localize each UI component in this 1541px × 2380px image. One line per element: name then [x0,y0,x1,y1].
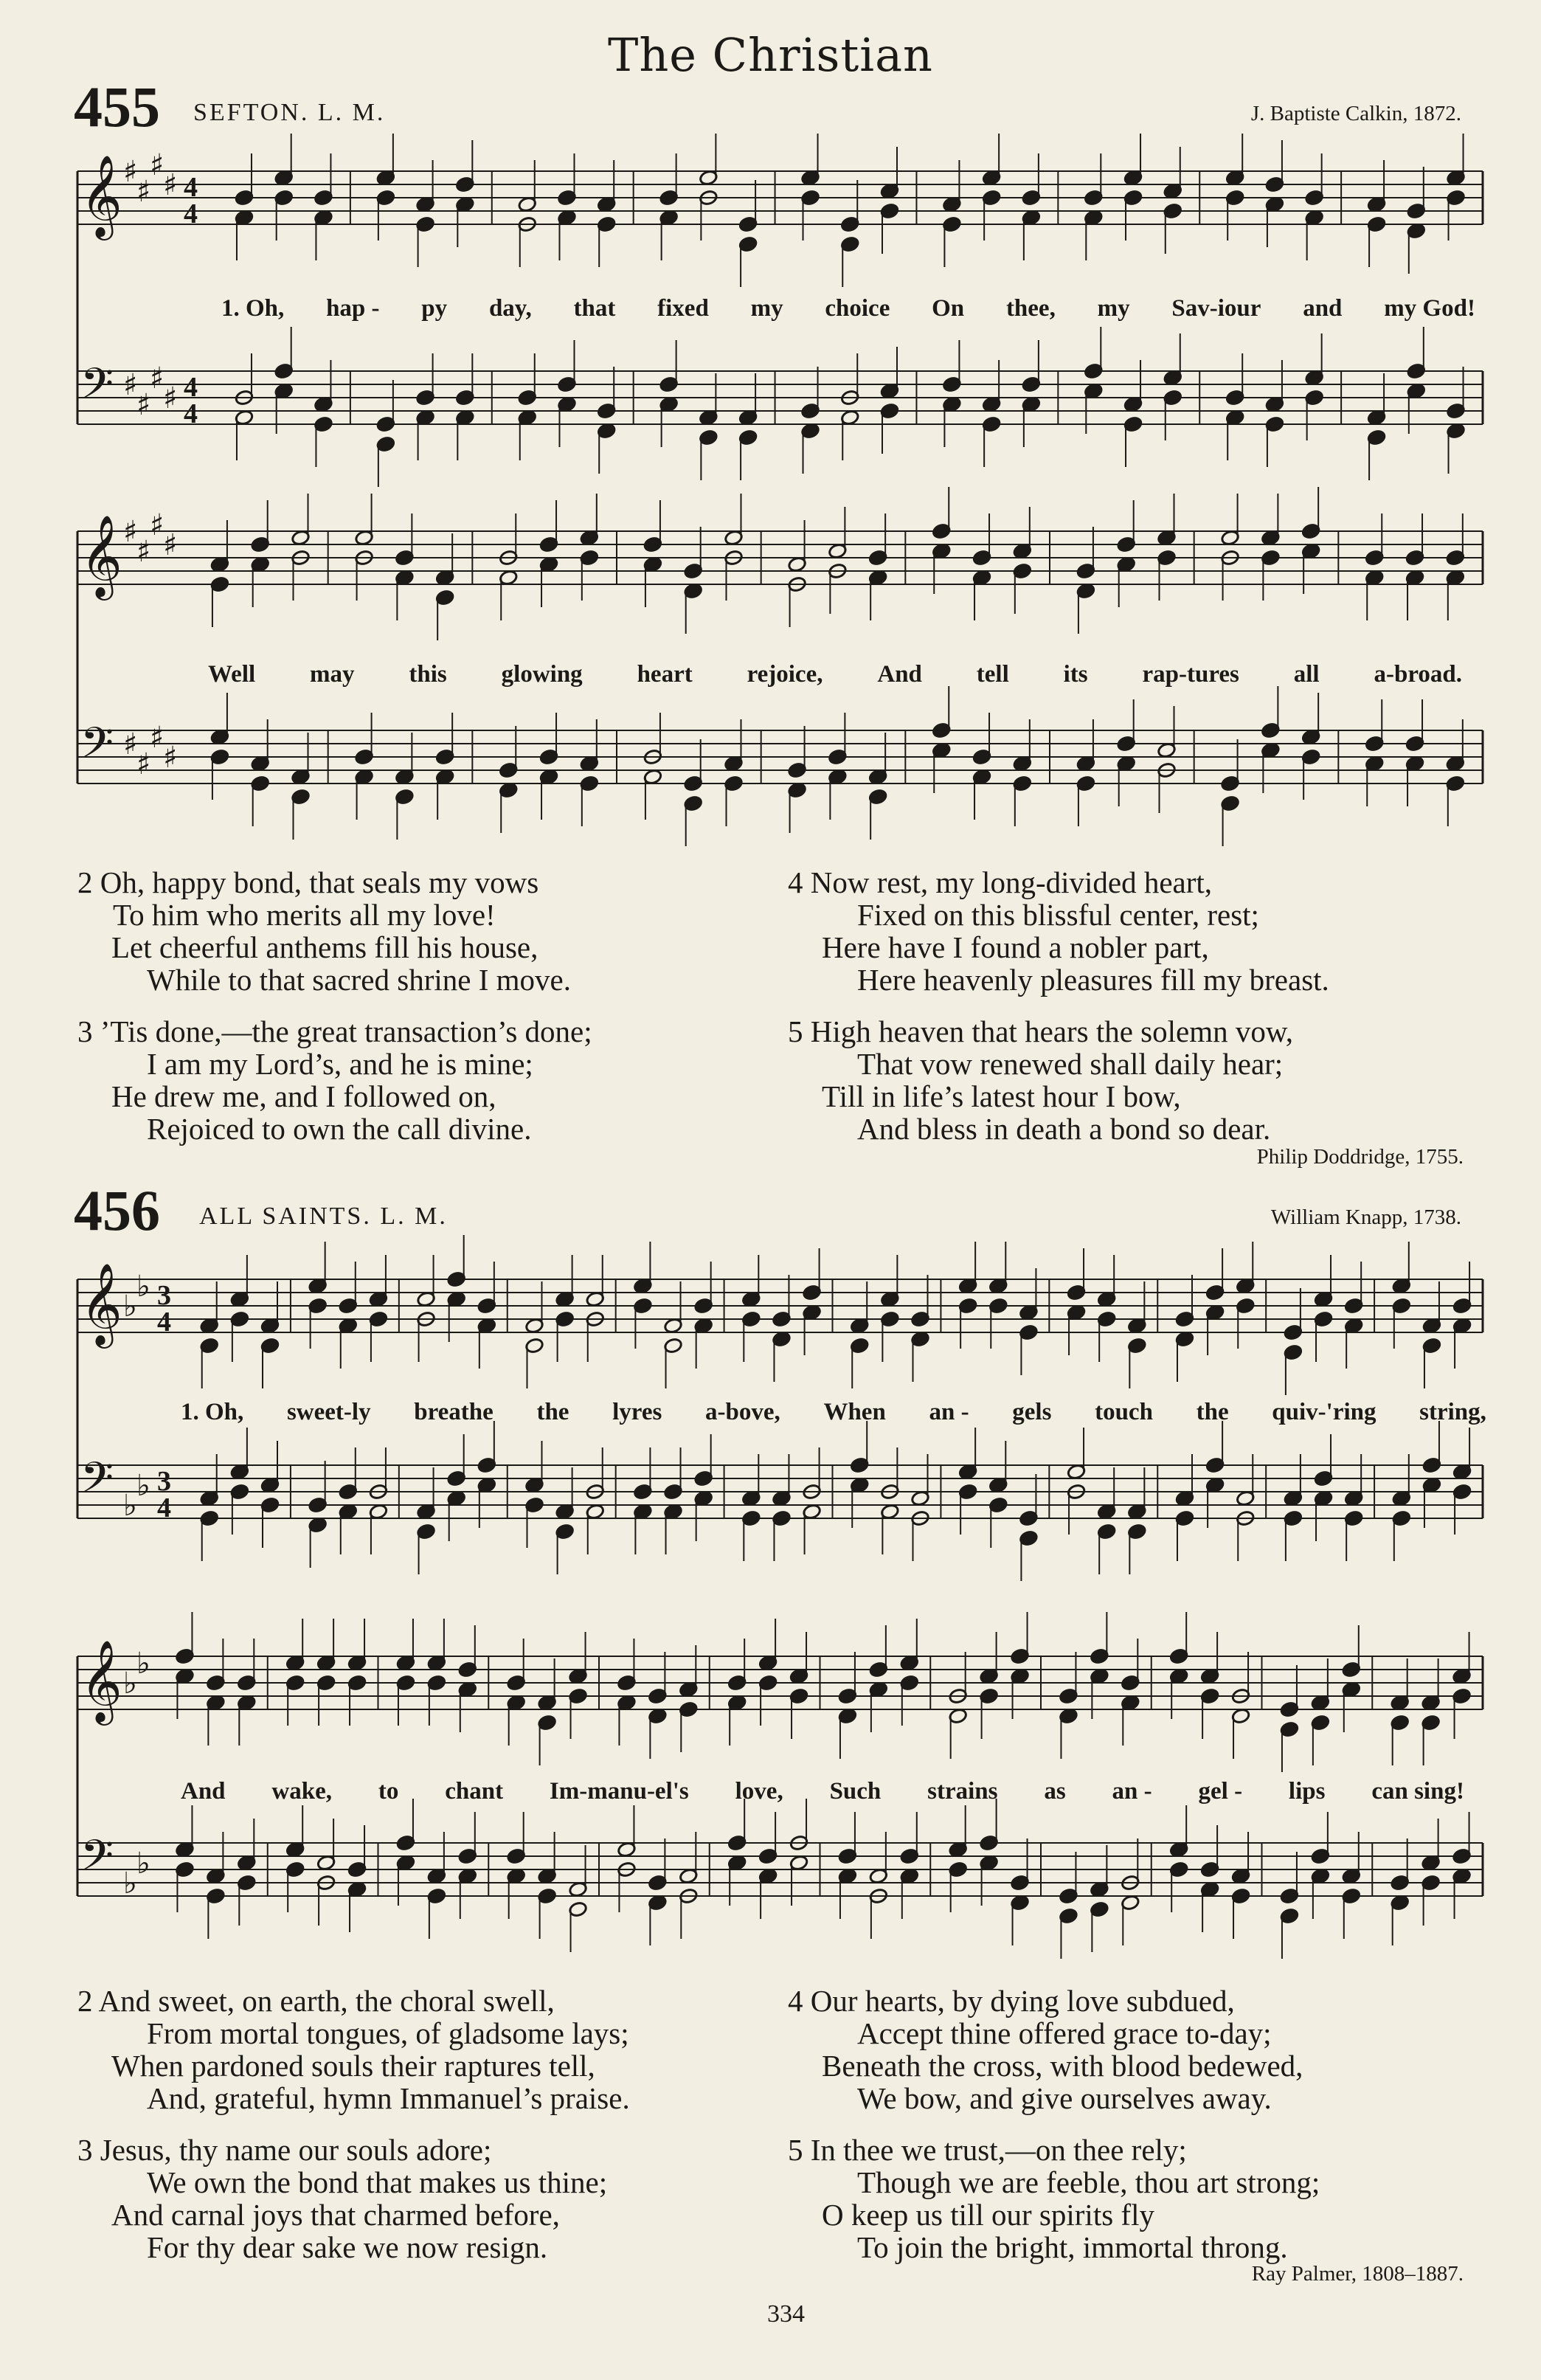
time-signature: 3 [157,1466,171,1497]
sharp-icon: ♯ [150,362,165,395]
verse: 2 Oh, happy bond, that seals my vows To him who merits all my love! Let cheerful anthems fill his house, While to that sacred shrine I move. [77,865,571,997]
sharp-icon: ♯ [163,741,178,775]
time-signature: 4 [184,198,198,229]
sharp-icon: ♯ [163,168,178,202]
composer: William Knapp, 1738. [1270,1205,1461,1229]
sharp-icon: ♯ [150,148,165,182]
verse: 3 ’Tis done,—the great transaction’s done; I am my Lord’s, and he is mine; He drew me, and I followed on, Rejoiced to own the call divine. [77,1014,592,1146]
bass-clef-icon: 𝄢 [80,1830,114,1891]
page-number: 334 [767,2300,805,2328]
flat-icon: ♭ [123,1667,137,1701]
treble-clef-icon: 𝄞 [80,1262,122,1345]
author-credit: Philip Doddridge, 1755. [1256,1145,1464,1169]
verse: 5 In thee we trust,—on thee rely; Though we are feeble, thou art strong; O keep us till our spirits fly To join the bright, immortal throng. [788,2133,1320,2264]
author-credit: Ray Palmer, 1808–1887. [1251,2262,1464,2286]
flat-icon: ♭ [123,1290,137,1324]
treble-clef-icon: 𝄞 [80,154,122,237]
time-signature: 4 [184,172,198,203]
sharp-icon: ♯ [150,508,165,542]
sharp-icon: ♯ [123,515,138,549]
sharp-icon: ♯ [123,727,138,761]
sharp-icon: ♯ [163,381,178,415]
flat-icon: ♭ [123,1489,137,1523]
composer: J. Baptiste Calkin, 1872. [1250,102,1461,125]
verse: 4 Now rest, my long-divided heart, Fixed on this blissful center, rest; Here have I found a nobler part, Here heavenly pleasures fill my breast. [788,865,1329,997]
verse: 5 High heaven that hears the solemn vow, That vow renewed shall daily hear; Till in life’s latest hour I bow, And bless in death a bond so dear. [788,1014,1294,1146]
sharp-icon: ♯ [123,155,138,189]
time-signature: 4 [157,1492,171,1523]
verse: 2 And sweet, on earth, the choral swell, From mortal tongues, of gladsome lays; When pardoned souls their raptures tell, And, grateful, hymn Immanuel’s praise. [77,1984,630,2115]
bass-clef-icon: 𝄢 [80,718,114,778]
verse: 4 Our hearts, by dying love subdued, Accept thine offered grace to-day; Beneath the cross, with blood bedewed, We bow, and give ourselves away. [788,1984,1303,2115]
bass-clef-icon: 𝄢 [80,359,114,419]
flat-icon: ♭ [136,1270,150,1304]
sharp-icon: ♯ [136,388,151,422]
verse: 3 Jesus, thy name our souls adore; We own the bond that makes us thine; And carnal joys that charmed before, For thy dear sake we now resign. [77,2133,608,2264]
time-signature: 4 [157,1307,171,1338]
time-signature: 4 [184,372,198,403]
sharp-icon: ♯ [163,528,178,562]
hymn-number: 455 [74,75,160,139]
tune-name: SEFTON. L. M. [193,99,386,126]
lyrics-line: 1. Oh, hap - py day, that fixed my choice On thee, my Sav-iour and my God! [221,295,1475,322]
time-signature: 4 [184,398,198,429]
sharp-icon: ♯ [123,368,138,402]
flat-icon: ♭ [123,1867,137,1900]
tune-name: ALL SAINTS. L. M. [199,1203,448,1230]
lyrics-line: And wake, to chant Im-manu-el's love, Such strains as an - gel - lips can sing! [181,1778,1464,1805]
page-header: The Christian [608,28,933,82]
sharp-icon: ♯ [136,535,151,569]
sharp-icon: ♯ [136,747,151,781]
flat-icon: ♭ [136,1847,150,1881]
flat-icon: ♭ [136,1469,150,1503]
flat-icon: ♭ [136,1647,150,1681]
time-signature: 3 [157,1280,171,1311]
lyrics-line: Well may this glowing heart rejoice, And tell its rap-tures all a-broad. [208,661,1462,688]
sharp-icon: ♯ [150,721,165,755]
sharp-icon: ♯ [136,175,151,209]
lyrics-line: 1. Oh, sweet-ly breathe the lyres a-bove, When an - gels touch the quiv-'ring string, [181,1399,1486,1425]
treble-clef-icon: 𝄞 [80,514,122,597]
hymn-number: 456 [74,1178,160,1242]
treble-clef-icon: 𝄞 [80,1639,122,1722]
bass-clef-icon: 𝄢 [80,1453,114,1513]
